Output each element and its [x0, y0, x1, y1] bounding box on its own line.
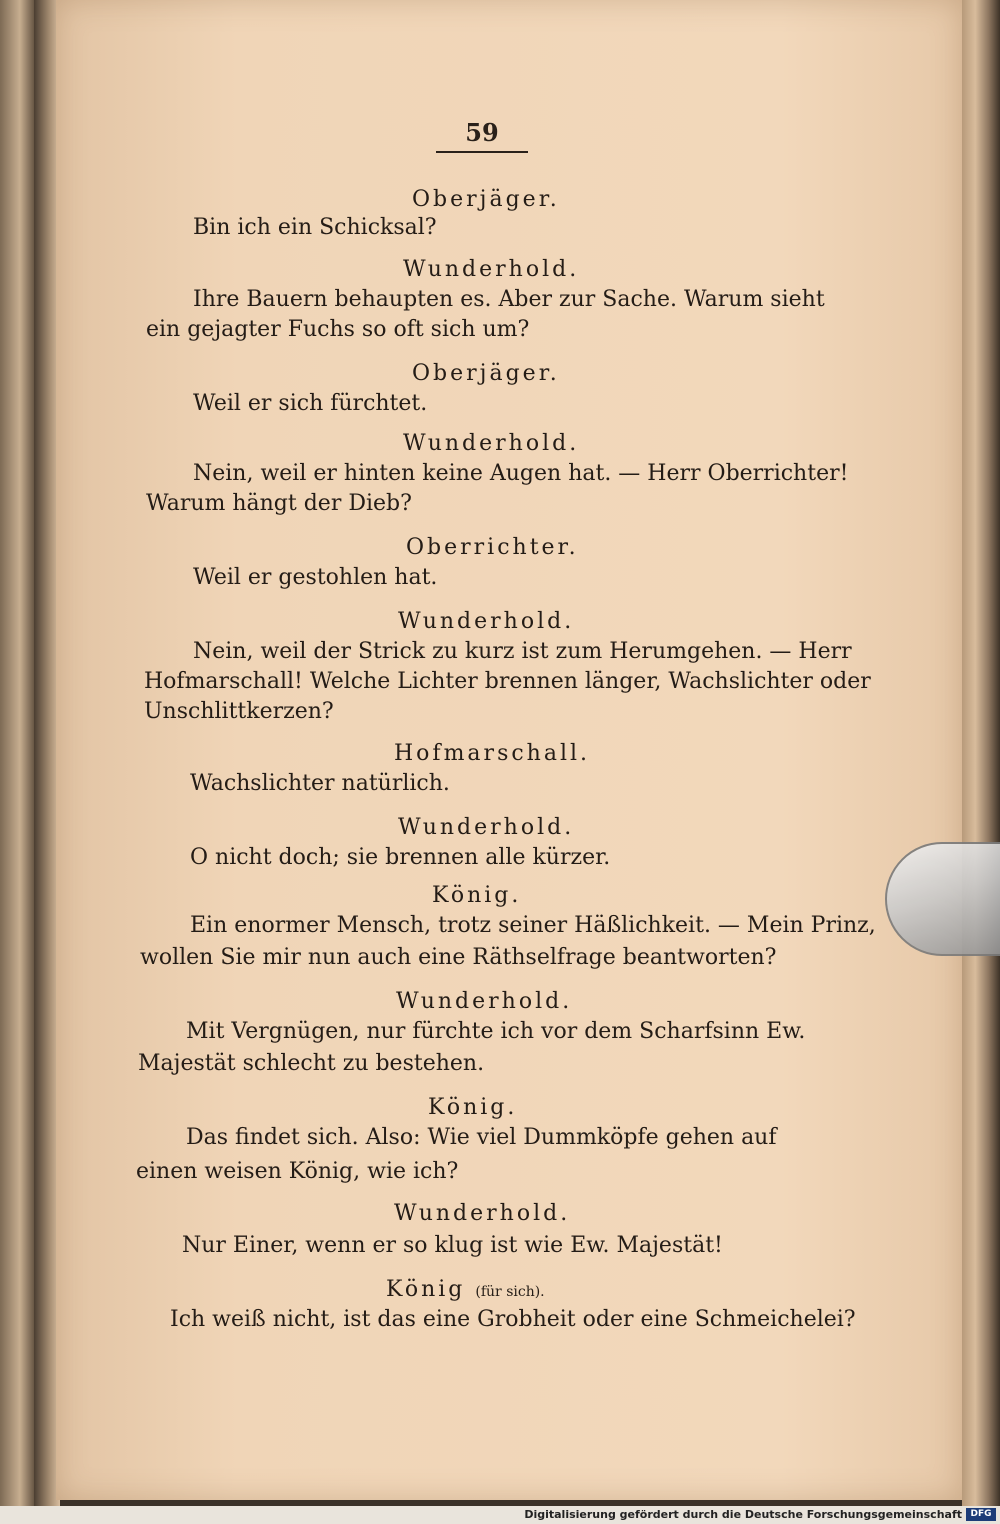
- dialogue-line: Nein, weil der Strick zu kurz ist zum Herumgehen. — Herr: [193, 639, 852, 664]
- speaker-heading: König.: [428, 1095, 518, 1120]
- dialogue-line: Warum hängt der Dieb?: [146, 491, 412, 516]
- speaker-heading: Wunderhold.: [394, 1201, 571, 1226]
- dialogue-line: Weil er gestohlen hat.: [193, 565, 438, 590]
- speaker-heading: Oberjäger.: [412, 187, 560, 212]
- speaker-heading: Wunderhold.: [398, 609, 575, 634]
- speaker-heading: Oberrichter.: [406, 535, 579, 560]
- dialogue-line: Ein enormer Mensch, trotz seiner Häßlichkeit. — Mein Prinz,: [190, 913, 876, 938]
- dialogue-line: Ich weiß nicht, ist das eine Grobheit oder eine Schmeichelei?: [170, 1307, 856, 1332]
- speaker-heading: [386, 1276, 545, 1306]
- dialogue-line: Unschlittkerzen?: [144, 699, 334, 724]
- dfg-logo: DFG: [966, 1508, 996, 1521]
- left-page-edge: [0, 0, 36, 1506]
- stage-direction: (für sich).: [475, 1284, 545, 1300]
- speaker-heading: Hofmarschall.: [394, 741, 591, 766]
- dialogue-line: Weil er sich fürchtet.: [193, 391, 428, 416]
- dialogue-line: Ihre Bauern behaupten es. Aber zur Sache. Warum sieht: [193, 287, 825, 312]
- speaker-heading: Wunderhold.: [398, 815, 575, 840]
- digitization-credit: Digitalisierung gefördert durch die Deutsche Forschungsgemeinschaft: [524, 1508, 962, 1521]
- dialogue-line: Mit Vergnügen, nur fürchte ich vor dem Scharfsinn Ew.: [186, 1019, 806, 1044]
- dialogue-line: Wachslichter natürlich.: [190, 771, 450, 796]
- dialogue-line: wollen Sie mir nun auch eine Räthselfrage beantworten?: [140, 945, 777, 970]
- speaker-heading: Wunderhold.: [403, 257, 580, 282]
- speaker-heading: Oberjäger.: [412, 361, 560, 386]
- dialogue-line: Bin ich ein Schicksal?: [193, 215, 437, 240]
- speaker-name: König: [386, 1277, 466, 1302]
- dialogue-line: Das findet sich. Also: Wie viel Dummköpfe gehen auf: [186, 1125, 777, 1150]
- dialogue-line: Nein, weil er hinten keine Augen hat. — Herr Oberrichter!: [193, 461, 849, 486]
- dialogue-line: Majestät schlecht zu bestehen.: [138, 1051, 485, 1076]
- page-number: 59: [436, 118, 528, 153]
- right-page-edge: [962, 0, 1000, 1506]
- dialogue-line: O nicht doch; sie brennen alle kürzer.: [190, 845, 611, 870]
- speaker-heading: König.: [432, 883, 522, 908]
- page-clip: [885, 842, 1000, 956]
- dialogue-line: Hofmarschall! Welche Lichter brennen länger, Wachslichter oder: [144, 669, 871, 694]
- dialogue-line: ein gejagter Fuchs so oft sich um?: [146, 317, 530, 342]
- speaker-heading: Wunderhold.: [403, 431, 580, 456]
- speaker-heading: Wunderhold.: [396, 989, 573, 1014]
- dialogue-line: Nur Einer, wenn er so klug ist wie Ew. Majestät!: [182, 1233, 723, 1258]
- dialogue-line: einen weisen König, wie ich?: [136, 1159, 459, 1184]
